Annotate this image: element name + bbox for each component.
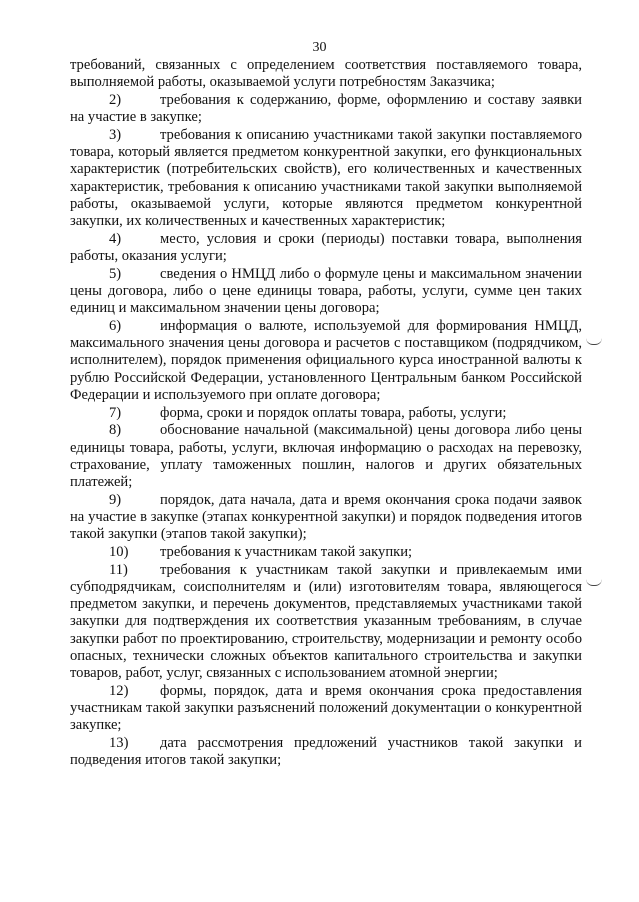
list-item-number: 3) [109, 127, 122, 143]
paragraph-text: требований, связанных с определением соответствия поставляемого товара, выполняемой работы, оказываемой услуги потребностям Заказчика; [70, 57, 582, 91]
list-item-text: обоснование начальной (максимальной) цены договора либо цены единицы товара, работы, услуги, включая информацию о расходах на перевозку, страхование, уплату таможенных пошлин, налогов и других обязательных платежей; [70, 422, 582, 491]
list-item-text: порядок, дата начала, дата и время окончания срока подачи заявок на участие в закупке (этапах конкурентной закупки) и порядок подведения итогов такой закупки (этапов такой закупки); [70, 491, 582, 543]
list-item-text: формы, порядок, дата и время окончания срока предоставления участникам такой закупки разъяснений положений документации о конкурентной закупке; [70, 682, 582, 734]
list-item-13 [70, 735, 582, 769]
list-item-number: 10) [109, 544, 129, 561]
list-item-text: требования к содержанию, форме, оформлению и составу заявки на участие в закупке; [70, 92, 582, 126]
list-item-text: требования к описанию участниками такой закупки поставляемого товара, который является предметом конкурентной закупки, его функциональных характеристик (потребительских свойств), его количественных и качественных характеристик, требования к описанию участниками такой закупки выполняемой работы, оказываемой услуги, которые являются предметом конкурентной закупки, их количественных и качественных характеристик; [70, 127, 582, 230]
list-item-number: 5) [109, 265, 122, 282]
list-item-5 [70, 266, 582, 318]
list-item-number: 12) [109, 682, 129, 699]
margin-mark [586, 579, 602, 586]
list-item-number: 6) [109, 318, 122, 335]
list-item-2 [70, 92, 582, 126]
list-item-text: дата рассмотрения предложений участников такой закупки и подведения итогов такой закупки; [70, 735, 582, 769]
list-item-9 [70, 492, 582, 544]
list-item-text: форма, сроки и порядок оплаты товара, работы, услуги; [160, 404, 507, 421]
list-item-number: 8) [109, 422, 122, 439]
list-item-number: 2) [109, 92, 122, 108]
list-item-number: 4) [109, 230, 122, 247]
list-item-text: требования к участникам такой закупки; [160, 544, 413, 561]
list-item-12 [70, 683, 582, 735]
list-item-number: 7) [109, 404, 122, 421]
document-body [70, 57, 582, 770]
list-item-text: информация о валюте, используемой для формирования НМЦД, максимального значения цены договора и расчетов с поставщиком (подрядчиком, исполнителем), порядок применения официального курса иностранной валюты к рублю Российской Федерации, установленного Центральным банком Российской Федерации и используемого при оплате договора; [70, 318, 582, 403]
list-item-11 [70, 562, 582, 682]
list-item-number: 9) [109, 491, 122, 508]
list-item-text: требования к участникам такой закупки и привлекаемым ими субподрядчикам, соисполнителям и (или) изготовителям товара, являющегося предметом закупки, и перечень документов, представляемых участниками такой закупки для подтверждения их соответствия указанным требованиям, в случае закупки работ по проектированию, строительству, модернизации и ремонту особо опасных, технически сложных объектов капитального строительства и закупки товаров, работ, услуг, связанных с использованием атомной энергии; [70, 561, 582, 682]
list-item-text: место, условия и сроки (периоды) поставки товара, выполнения работы, оказания услуги; [70, 230, 582, 265]
list-item-10 [70, 544, 582, 561]
page-number: 30 [312, 40, 327, 55]
list-item-number: 13) [109, 735, 129, 752]
list-item-3 [70, 127, 582, 230]
list-item-8 [70, 422, 582, 491]
list-item-4 [70, 231, 582, 265]
list-item-7 [70, 405, 582, 422]
margin-mark [586, 338, 602, 345]
list-item-6 [70, 318, 582, 404]
list-item-number: 11) [109, 561, 128, 578]
list-item-text: сведения о НМЦД либо о формуле цены и максимальном значении цены договора, либо о цене единицы товара, работы, услуги, сумме цен таких единиц и максимальном значении цены договора; [70, 265, 582, 317]
paragraph-continuation [70, 57, 582, 91]
